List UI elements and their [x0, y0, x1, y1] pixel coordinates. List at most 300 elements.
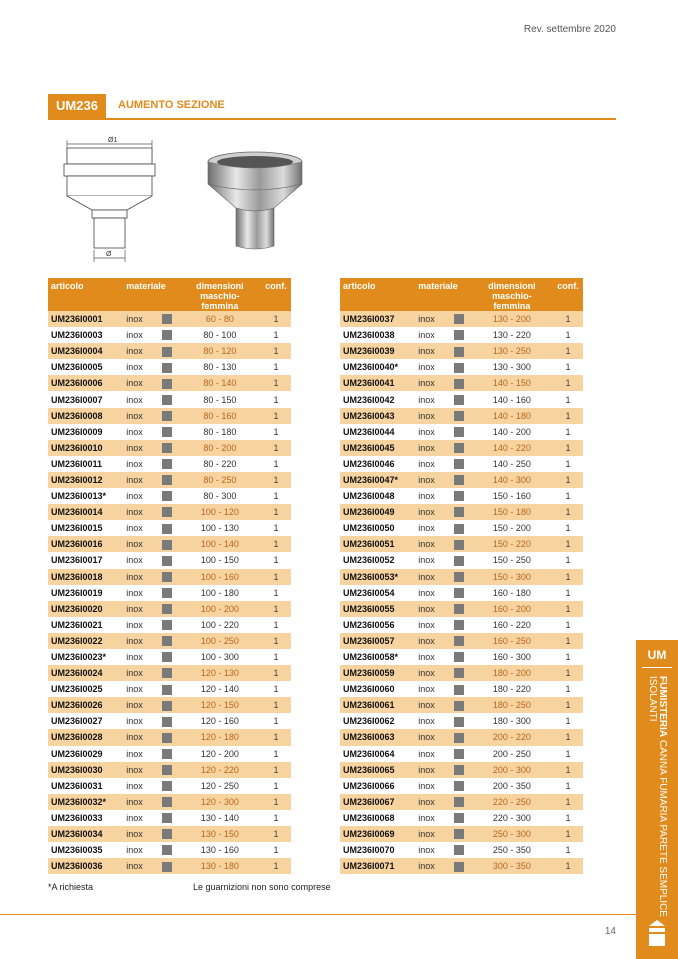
cell-dimensioni: 120 - 140 — [200, 684, 239, 695]
cell-conf: 1 — [261, 665, 291, 681]
cell-articolo: UM236I0049 — [340, 504, 415, 520]
cell-dimensioni: 150 - 160 — [492, 491, 531, 502]
table-row — [340, 585, 583, 601]
cell-articolo: UM236I0054 — [343, 587, 395, 598]
table-row — [340, 858, 583, 874]
cell-conf: 1 — [553, 794, 583, 810]
table-row — [48, 826, 291, 842]
cell-conf: 1 — [273, 426, 279, 437]
table-row — [48, 569, 291, 585]
material-swatch — [159, 472, 179, 488]
side-tab-subtitle: CANNA FUMARIA PARETE SEMPLICE ISOLANTI — [647, 676, 668, 917]
cell-articolo: UM236I0030 — [48, 762, 123, 778]
cell-dimensioni: 130 - 300 — [492, 362, 531, 373]
cell-materiale: inox — [418, 362, 435, 373]
material-swatch — [159, 488, 179, 504]
cell-dimensioni: 100 - 300 — [200, 652, 239, 663]
swatch-icon — [454, 395, 464, 405]
cell-conf: 1 — [565, 845, 571, 856]
side-tab-code: UM — [647, 648, 667, 662]
cell-dimensioni: 140 - 160 — [492, 394, 531, 405]
material-swatch — [159, 778, 179, 794]
swatch-icon — [454, 347, 464, 357]
cell-dimensioni: 180 - 220 — [492, 684, 531, 695]
cell-conf: 1 — [553, 633, 583, 649]
material-swatch — [159, 536, 179, 552]
material-swatch — [159, 343, 179, 359]
swatch-icon — [162, 733, 172, 743]
cell-dimensioni: 150 - 180 — [471, 504, 553, 520]
cell-materiale: inox — [123, 408, 159, 424]
cell-materiale: inox — [126, 523, 143, 534]
swatch-icon — [454, 749, 464, 759]
cell-dimensioni: 130 - 150 — [179, 826, 261, 842]
cell-articolo: UM236I0067 — [340, 794, 415, 810]
cell-articolo: UM236I0060 — [343, 684, 395, 695]
table-row — [48, 778, 291, 794]
cell-dimensioni: 140 - 200 — [492, 426, 531, 437]
table-row — [340, 762, 583, 778]
cell-dimensioni: 80 - 150 — [203, 394, 237, 405]
table-row — [48, 681, 291, 697]
cell-materiale: inox — [123, 601, 159, 617]
header-conf: conf. — [261, 278, 291, 311]
material-swatch — [159, 681, 179, 697]
cell-conf: 1 — [261, 858, 291, 874]
table-row — [48, 375, 291, 391]
cell-materiale: inox — [123, 472, 159, 488]
material-swatch — [159, 408, 179, 424]
section-code: UM236 — [48, 94, 106, 118]
cell-dimensioni: 130 - 220 — [492, 330, 531, 341]
table-row — [340, 778, 583, 794]
cell-conf: 1 — [273, 394, 279, 405]
cell-articolo: UM236I0046 — [343, 458, 395, 469]
material-swatch — [451, 552, 471, 568]
swatch-icon — [162, 685, 172, 695]
cell-articolo: UM236I0023* — [51, 652, 107, 663]
cell-articolo: UM236I0032* — [48, 794, 123, 810]
cell-dimensioni: 160 - 300 — [492, 652, 531, 663]
cell-materiale: inox — [123, 794, 159, 810]
header-materiale: materiale — [415, 278, 470, 311]
cell-materiale: inox — [415, 536, 451, 552]
cell-dimensioni: 140 - 150 — [471, 375, 553, 391]
cell-articolo: UM236I0013* — [51, 491, 107, 502]
cell-conf: 1 — [565, 812, 571, 823]
cell-materiale: inox — [415, 826, 451, 842]
material-swatch — [159, 327, 179, 343]
table-row — [340, 536, 583, 552]
cell-materiale: inox — [126, 555, 143, 566]
cell-conf: 1 — [261, 601, 291, 617]
cell-articolo: UM236I0056 — [343, 619, 395, 630]
table-row — [340, 424, 583, 440]
cell-articolo: UM236I0028 — [48, 729, 123, 745]
revision-label: Rev. settembre 2020 — [523, 24, 616, 35]
cell-dimensioni: 120 - 200 — [200, 748, 239, 759]
cell-articolo: UM236I0001 — [48, 311, 123, 327]
swatch-icon — [162, 363, 172, 373]
cell-materiale: inox — [415, 794, 451, 810]
swatch-icon — [162, 652, 172, 662]
cell-materiale: inox — [415, 343, 451, 359]
table-row — [340, 842, 583, 858]
swatch-icon — [454, 572, 464, 582]
swatch-icon — [454, 685, 464, 695]
cell-materiale: inox — [126, 458, 143, 469]
swatch-icon — [454, 556, 464, 566]
cell-conf: 1 — [261, 311, 291, 327]
swatch-icon — [454, 540, 464, 550]
table-row — [340, 343, 583, 359]
swatch-icon — [162, 540, 172, 550]
table-row — [48, 359, 291, 375]
swatch-icon — [454, 379, 464, 389]
swatch-icon — [162, 507, 172, 517]
swatch-icon — [454, 314, 464, 324]
cell-materiale: inox — [123, 375, 159, 391]
cell-conf: 1 — [565, 684, 571, 695]
cell-materiale: inox — [415, 408, 451, 424]
cell-articolo: UM236I0014 — [48, 504, 123, 520]
cell-conf: 1 — [553, 697, 583, 713]
cell-articolo: UM236I0059 — [340, 665, 415, 681]
table-row — [48, 633, 291, 649]
table-row — [48, 858, 291, 874]
material-swatch — [159, 585, 179, 601]
chimney-icon — [647, 920, 667, 946]
cell-articolo: UM236I0069 — [340, 826, 415, 842]
header-materiale: materiale — [123, 278, 178, 311]
cell-dimensioni: 200 - 220 — [471, 729, 553, 745]
material-swatch — [159, 826, 179, 842]
cell-articolo: UM236I0048 — [343, 491, 395, 502]
table-row — [340, 472, 583, 488]
cell-dimensioni: 200 - 350 — [492, 780, 531, 791]
cell-conf: 1 — [565, 587, 571, 598]
material-swatch — [451, 649, 471, 665]
cell-dimensioni: 80 - 250 — [179, 472, 261, 488]
cell-dimensioni: 120 - 130 — [179, 665, 261, 681]
material-swatch — [159, 424, 179, 440]
material-swatch — [159, 440, 179, 456]
cell-articolo: UM236I0066 — [343, 780, 395, 791]
cell-conf: 1 — [553, 826, 583, 842]
swatch-icon — [454, 733, 464, 743]
cell-conf: 1 — [261, 504, 291, 520]
cell-conf: 1 — [565, 362, 571, 373]
cell-materiale: inox — [126, 394, 143, 405]
material-swatch — [159, 842, 179, 858]
table-row — [48, 665, 291, 681]
cell-conf: 1 — [273, 780, 279, 791]
cell-articolo: UM236I0009 — [51, 426, 103, 437]
cell-materiale: inox — [123, 343, 159, 359]
cell-dimensioni: 130 - 140 — [200, 812, 239, 823]
cell-conf: 1 — [273, 716, 279, 727]
cell-conf: 1 — [553, 665, 583, 681]
material-swatch — [451, 746, 471, 762]
cell-conf: 1 — [553, 504, 583, 520]
swatch-icon — [454, 524, 464, 534]
swatch-icon — [454, 717, 464, 727]
cell-materiale: inox — [418, 523, 435, 534]
cell-materiale: inox — [126, 716, 143, 727]
cell-dimensioni: 180 - 250 — [471, 697, 553, 713]
table-row — [340, 391, 583, 407]
side-tab-text — [647, 676, 667, 936]
material-swatch — [451, 585, 471, 601]
table-header — [48, 278, 291, 311]
cell-conf: 1 — [261, 729, 291, 745]
cell-articolo: UM236I0052 — [343, 555, 395, 566]
cell-materiale: inox — [418, 458, 435, 469]
cell-materiale: inox — [418, 812, 435, 823]
table-row — [340, 697, 583, 713]
table-row — [340, 375, 583, 391]
cell-dimensioni: 150 - 220 — [471, 536, 553, 552]
cell-conf: 1 — [261, 408, 291, 424]
material-swatch — [159, 456, 179, 472]
cell-materiale: inox — [123, 311, 159, 327]
cell-conf: 1 — [553, 569, 583, 585]
swatch-icon — [454, 797, 464, 807]
swatch-icon — [162, 765, 172, 775]
cell-conf: 1 — [553, 729, 583, 745]
material-swatch — [451, 536, 471, 552]
cell-materiale: inox — [126, 426, 143, 437]
material-swatch — [451, 810, 471, 826]
cell-conf: 1 — [273, 458, 279, 469]
cell-conf: 1 — [261, 472, 291, 488]
cell-materiale: inox — [126, 587, 143, 598]
cell-dimensioni: 140 - 220 — [471, 440, 553, 456]
cell-dimensioni: 80 - 180 — [203, 426, 237, 437]
material-swatch — [451, 713, 471, 729]
cell-conf: 1 — [553, 343, 583, 359]
table-row — [48, 488, 291, 504]
cell-dimensioni: 100 - 130 — [200, 523, 239, 534]
cell-conf: 1 — [565, 523, 571, 534]
swatch-icon — [454, 588, 464, 598]
material-swatch — [451, 520, 471, 536]
cell-dimensioni: 130 - 180 — [179, 858, 261, 874]
swatch-icon — [454, 443, 464, 453]
cell-materiale: inox — [415, 601, 451, 617]
cell-conf: 1 — [261, 697, 291, 713]
cell-materiale: inox — [418, 845, 435, 856]
swatch-icon — [162, 797, 172, 807]
swatch-icon — [162, 524, 172, 534]
cell-conf: 1 — [273, 362, 279, 373]
material-swatch — [451, 343, 471, 359]
swatch-icon — [454, 363, 464, 373]
swatch-icon — [162, 459, 172, 469]
table-row — [340, 408, 583, 424]
middle-ring — [64, 164, 155, 176]
cell-articolo: UM236I0057 — [340, 633, 415, 649]
material-swatch — [451, 617, 471, 633]
table-row — [48, 552, 291, 568]
cell-articolo: UM236I0007 — [51, 394, 103, 405]
table-row — [340, 440, 583, 456]
lower-ring — [92, 210, 127, 218]
cell-dimensioni: 80 - 130 — [203, 362, 237, 373]
cell-conf: 1 — [565, 555, 571, 566]
cell-articolo: UM236I0062 — [343, 716, 395, 727]
swatch-icon — [454, 459, 464, 469]
cell-dimensioni: 100 - 200 — [179, 601, 261, 617]
cell-conf: 1 — [553, 375, 583, 391]
cell-materiale: inox — [415, 504, 451, 520]
material-swatch — [159, 649, 179, 665]
table-row — [48, 794, 291, 810]
table-row — [48, 617, 291, 633]
swatch-icon — [454, 491, 464, 501]
technical-drawing — [60, 136, 170, 264]
side-category-tab — [636, 640, 678, 959]
cell-articolo: UM236I0038 — [343, 330, 395, 341]
swatch-icon — [162, 475, 172, 485]
table-row — [340, 729, 583, 745]
cell-materiale: inox — [418, 748, 435, 759]
table-row — [48, 729, 291, 745]
cell-articolo: UM236I0070 — [343, 845, 395, 856]
swatch-icon — [454, 781, 464, 791]
cell-dimensioni: 130 - 200 — [471, 311, 553, 327]
swatch-icon — [162, 314, 172, 324]
cell-dimensioni: 100 - 150 — [200, 555, 239, 566]
cell-dimensioni: 150 - 200 — [492, 523, 531, 534]
cell-articolo: UM236I0050 — [343, 523, 395, 534]
cell-articolo: UM236I0040* — [343, 362, 399, 373]
cell-conf: 1 — [553, 408, 583, 424]
cell-materiale: inox — [123, 633, 159, 649]
table-row — [340, 504, 583, 520]
material-swatch — [451, 311, 471, 327]
cell-articolo: UM236I0012 — [48, 472, 123, 488]
cell-articolo: UM236I0047* — [340, 472, 415, 488]
table-row — [340, 520, 583, 536]
cell-materiale: inox — [418, 587, 435, 598]
swatch-icon — [454, 411, 464, 421]
cell-conf: 1 — [273, 845, 279, 856]
cell-articolo: UM236I0016 — [48, 536, 123, 552]
cell-dimensioni: 180 - 200 — [471, 665, 553, 681]
cell-conf: 1 — [553, 601, 583, 617]
cell-conf: 1 — [273, 812, 279, 823]
cell-materiale: inox — [123, 536, 159, 552]
cell-dimensioni: 140 - 300 — [471, 472, 553, 488]
swatch-icon — [454, 845, 464, 855]
cell-articolo: UM236I0068 — [343, 812, 395, 823]
cell-conf: 1 — [273, 619, 279, 630]
material-swatch — [159, 391, 179, 407]
header-dimensioni: dimensioni maschio-femmina — [471, 278, 553, 311]
cell-dimensioni: 80 - 140 — [179, 375, 261, 391]
swatch-icon — [162, 862, 172, 872]
cell-articolo: UM236I0033 — [51, 812, 103, 823]
swatch-icon — [454, 507, 464, 517]
swatch-icon — [162, 330, 172, 340]
swatch-icon — [162, 701, 172, 711]
material-swatch — [451, 858, 471, 874]
cell-dimensioni: 80 - 220 — [203, 458, 237, 469]
material-swatch — [159, 713, 179, 729]
cell-materiale: inox — [123, 729, 159, 745]
cell-materiale: inox — [415, 697, 451, 713]
header-articolo: articolo — [340, 278, 415, 311]
diameter-label-top: Ø1 — [108, 137, 118, 144]
cell-articolo: UM236I0042 — [343, 394, 395, 405]
material-swatch — [451, 762, 471, 778]
cell-materiale: inox — [126, 330, 143, 341]
swatch-icon — [454, 604, 464, 614]
cell-materiale: inox — [126, 812, 143, 823]
cell-articolo: UM236I0065 — [340, 762, 415, 778]
swatch-icon — [454, 330, 464, 340]
header-dimensioni: dimensioni maschio-femmina — [179, 278, 261, 311]
swatch-icon — [162, 427, 172, 437]
table-row — [48, 585, 291, 601]
product-table-left — [48, 278, 291, 874]
material-swatch — [159, 697, 179, 713]
cell-conf: 1 — [273, 684, 279, 695]
cell-conf: 1 — [261, 569, 291, 585]
cell-materiale: inox — [418, 619, 435, 630]
table-row — [340, 311, 583, 327]
table-row — [340, 601, 583, 617]
cell-materiale: inox — [126, 684, 143, 695]
swatch-icon — [454, 862, 464, 872]
swatch-icon — [162, 572, 172, 582]
cell-articolo: UM236I0061 — [340, 697, 415, 713]
table-row — [340, 569, 583, 585]
material-swatch — [451, 794, 471, 810]
page-number: 14 — [604, 926, 616, 937]
table-row — [48, 746, 291, 762]
table-row — [48, 697, 291, 713]
cell-conf: 1 — [261, 794, 291, 810]
footnote-gaskets: Le guarnizioni non sono comprese — [193, 882, 331, 892]
table-row — [48, 520, 291, 536]
material-swatch — [451, 488, 471, 504]
material-swatch — [451, 440, 471, 456]
swatch-icon — [162, 443, 172, 453]
cell-articolo: UM236I0004 — [48, 343, 123, 359]
cell-dimensioni: 100 - 250 — [179, 633, 261, 649]
swatch-icon — [162, 491, 172, 501]
cell-articolo: UM236I0034 — [48, 826, 123, 842]
cell-dimensioni: 120 - 250 — [200, 780, 239, 791]
cell-dimensioni: 160 - 220 — [492, 619, 531, 630]
table-row — [48, 472, 291, 488]
cell-articolo: UM236I0041 — [340, 375, 415, 391]
table-row — [340, 617, 583, 633]
product-photo — [200, 150, 310, 252]
material-swatch — [451, 359, 471, 375]
material-swatch — [451, 681, 471, 697]
cell-materiale: inox — [415, 569, 451, 585]
cell-articolo: UM236I0064 — [343, 748, 395, 759]
table-row — [340, 810, 583, 826]
cell-articolo: UM236I0051 — [340, 536, 415, 552]
material-swatch — [159, 569, 179, 585]
cell-materiale: inox — [415, 311, 451, 327]
cell-conf: 1 — [565, 716, 571, 727]
table-row — [340, 746, 583, 762]
